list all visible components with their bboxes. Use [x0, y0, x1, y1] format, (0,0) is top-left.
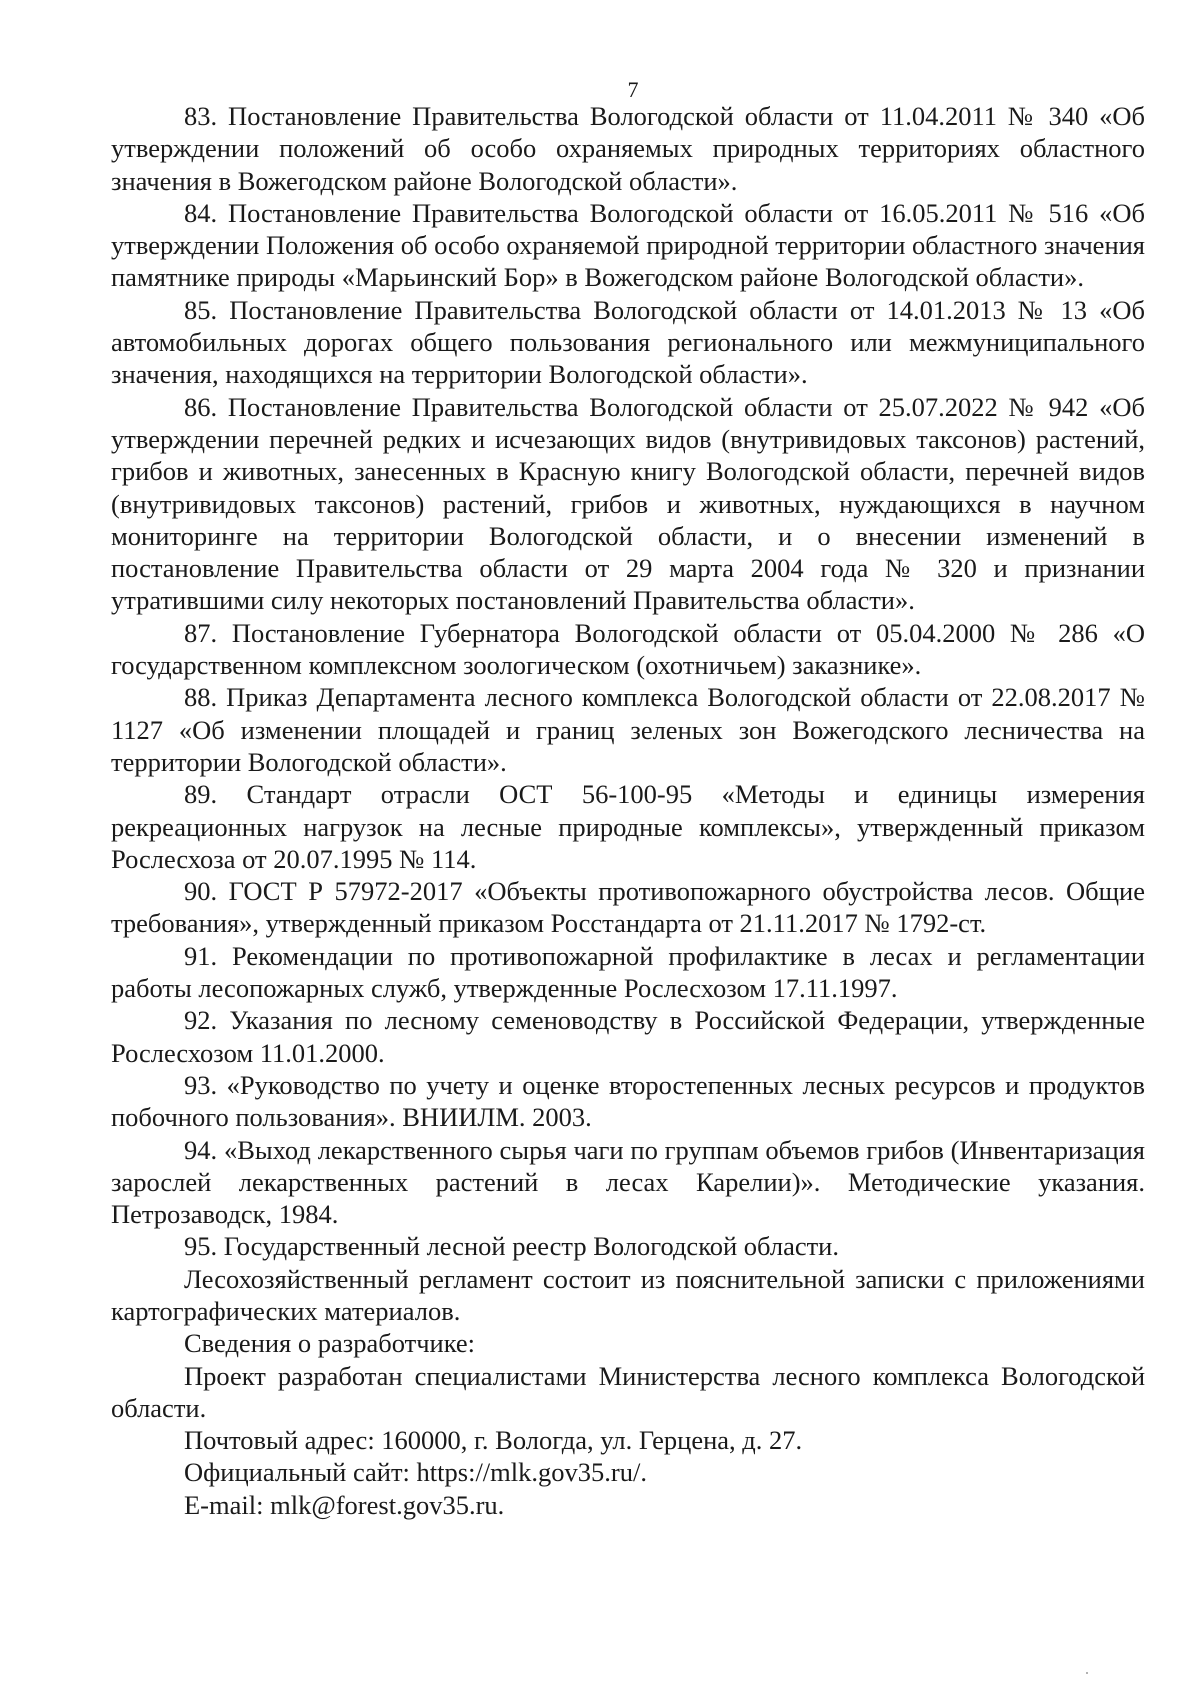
official-website: Официальный сайт: https://mlk.gov35.ru/. [184, 1457, 647, 1488]
paragraph-91: 91. Рекомендации по противопожарной профилактике в лесах и регламентации работы лесопожарных служб, утвержденные Рослесхозом 17.11.1997. [111, 940, 1145, 1004]
paragraph-93: 93. «Руководство по учету и оценке второстепенных лесных ресурсов и продуктов побочного пользования». ВНИИЛМ. 2003. [111, 1069, 1145, 1133]
paragraph-94: 94. «Выход лекарственного сырья чаги по группам объемов грибов (Инвентаризация зарослей лекарственных растений в лесах Карелии)». Методические указания. Петрозаводск, 1984. [111, 1134, 1145, 1230]
postal-address: Почтовый адрес: 160000, г. Вологда, ул. Герцена, д. 27. [184, 1425, 803, 1456]
contact-email: E-mail: mlk@forest.gov35.ru. [184, 1489, 505, 1520]
paragraph-regulation-structure: Лесохозяйственный регламент состоит из пояснительной записки с приложениями картографических материалов. [111, 1263, 1145, 1326]
document-body [111, 100, 1145, 1521]
paragraph-83: 83. Постановление Правительства Вологодской области от 11.04.2011 № 340 «Об утверждении положений об особо охраняемых природных территориях областного значения в Вожегодском районе Вологодской области». [111, 101, 1145, 196]
paragraph-88: 88. Приказ Департамента лесного комплекса Вологодской области от 22.08.2017 № 1127 «Об изменении площадей и границ зеленых зон Вожегодского лесничества на территории Вологодской области». [111, 682, 1145, 777]
paragraph-95: 95. Государственный лесной реестр Вологодской области. [184, 1231, 839, 1262]
developer-info-heading: Сведения о разработчике: [184, 1328, 476, 1359]
paragraph-85: 85. Постановление Правительства Вологодской области от 14.01.2013 № 13 «Об автомобильных дорогах общего пользования регионального или межмуниципального значения, находящихся на территории Вологодской области». [111, 294, 1145, 390]
paragraph-92: 92. Указания по лесному семеноводству в Российской Федерации, утвержденные Рослесхозом 11.01.2000. [111, 1005, 1145, 1068]
paragraph-90: 90. ГОСТ Р 57972-2017 «Объекты противопожарного обустройства лесов. Общие требования», утвержденный приказом Росстандарта от 21.11.2017 № 1792-ст. [111, 876, 1145, 939]
scan-speck [1086, 1672, 1088, 1674]
paragraph-84: 84. Постановление Правительства Вологодской области от 16.05.2011 № 516 «Об утверждении Положения об особо охраняемой природной территории областного значения памятнике природы «Марьинский Бор» в Вожегодском районе Вологодской области». [111, 197, 1145, 293]
page-number: 7 [627, 77, 639, 102]
paragraph-86: 86. Постановление Правительства Вологодской области от 25.07.2022 № 942 «Об утверждении перечней редких и исчезающих видов (внутривидовых таксонов) растений, грибов и животных, занесенных в Красную книгу Вологодской области, перечней видов (внутривидовых таксонов) растений, грибов и животных, нуждающихся в научном мониторинге на территории Вологодской области, и о внесении изменений в постановление Правительства области от 29 марта 2004 года № 320 и признании утратившими силу некоторых постановлений Правительства области». [111, 391, 1145, 616]
developer-info: Проект разработан специалистами Министерства лесного комплекса Вологодской области. [111, 1360, 1145, 1423]
paragraph-87: 87. Постановление Губернатора Вологодской области от 05.04.2000 № 286 «О государственном комплексном зоологическом (охотничьем) заказнике». [111, 617, 1145, 681]
paragraph-89: 89. Стандарт отрасли ОСТ 56-100-95 «Методы и единицы измерения рекреационных нагрузок на лесные природные комплексы», утвержденный приказом Рослесхоза от 20.07.1995 № 114. [111, 779, 1145, 874]
